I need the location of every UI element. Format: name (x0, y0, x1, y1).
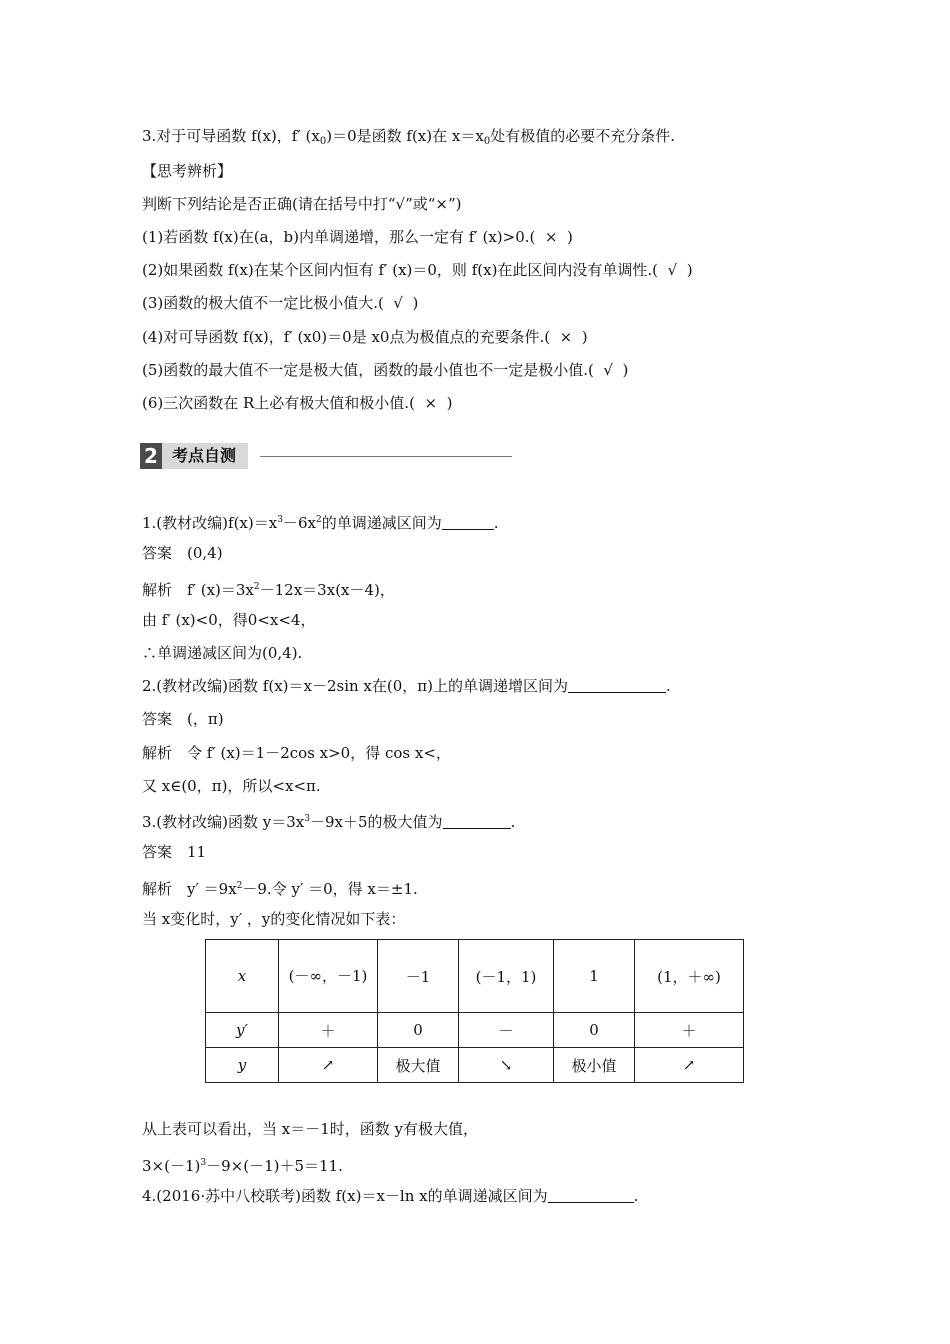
judge-text: (3)函数的极大值不一定比极小值大.( (142, 294, 384, 312)
judge-close: ) (446, 394, 453, 412)
judge-close: ) (412, 294, 419, 312)
table-row (206, 1048, 744, 1083)
analysis-text: 解析 y′ ＝9x (142, 880, 237, 898)
q-text: 2.(教材改编)函数 f(x)＝x－2sin x在(0，π)上的单调递增区间为 (142, 677, 568, 695)
answer-blank (548, 1188, 634, 1203)
table-cell: (－1，1) (459, 940, 554, 1013)
q-text: －6x (282, 514, 316, 532)
q-text: 1.(教材改编)f(x)＝x (142, 514, 278, 532)
analysis-2: 解析 令 f′ (x)＝1－2cos x>0，得 cos x<， (142, 744, 451, 762)
table-cell: － (459, 1013, 554, 1048)
analysis-text: －9.令 y′ ＝0，得 x＝±1. (242, 880, 418, 898)
judge-mark: √ (667, 261, 678, 279)
table-cell: ＋ (635, 1013, 744, 1048)
q-text: －9x＋5的极大值为 (310, 813, 443, 831)
superscript: 2 (253, 582, 260, 592)
judge-item (142, 360, 628, 380)
judge-item (142, 293, 418, 313)
section-rule (260, 456, 512, 457)
judge-text: (6)三次函数在 R上必有极大值和极小值.( (142, 394, 415, 412)
analysis-text: 解析 f′ (x)＝3x (142, 581, 254, 599)
analysis-1-line2: 由 f′ (x)<0，得0<x<4， (142, 611, 316, 629)
analysis-3-line2: 当 x变化时，y′ ，y的变化情况如下表： (142, 910, 406, 928)
judge-item (142, 260, 693, 280)
table-cell: y′ (206, 1013, 279, 1048)
question-2 (142, 676, 671, 696)
answer-blank (443, 814, 511, 829)
table-cell: x (206, 940, 279, 1013)
table-cell: y (206, 1048, 279, 1083)
q-text: . (493, 514, 499, 532)
table-cell: 极大值 (378, 1048, 459, 1083)
answer-1: 答案 (0,4) (142, 544, 223, 562)
table-cell: 1 (554, 940, 635, 1013)
section-header (140, 443, 512, 469)
judge-text: (5)函数的最大值不一定是极大值，函数的最小值也不一定是极小值.( (142, 361, 594, 379)
table-cell: ↗ (279, 1048, 378, 1083)
judge-mark: √ (603, 361, 613, 379)
question-3 (142, 809, 515, 832)
section-title: 考点自测 (162, 443, 248, 469)
section-number: 2 (140, 443, 162, 469)
judge-mark: × (424, 394, 438, 412)
q-text: . (510, 813, 516, 831)
judge-close: ) (567, 228, 573, 246)
judge-close: ) (686, 261, 693, 279)
table-cell: 0 (554, 1013, 635, 1048)
table-cell: ↗ (635, 1048, 744, 1083)
answer-blank (442, 515, 494, 530)
superscript: 3 (277, 515, 283, 525)
answer-2: 答案 (，π) (142, 710, 224, 728)
table-row (206, 940, 744, 1013)
statement-3-part: f(x)，f′ ( (251, 127, 312, 145)
superscript: 2 (315, 515, 322, 525)
judge-mark: × (559, 328, 573, 346)
calc-text: 3×(－1) (142, 1157, 201, 1175)
analysis-1-line3: ∴单调递减区间为(0,4). (142, 644, 303, 662)
analysis-text: －12x＝3x(x－4)， (259, 581, 395, 599)
q-text: 3.(教材改编)函数 y＝3x (142, 813, 305, 831)
judge-item (142, 393, 452, 413)
calc-text: －9×(－1)＋5＝11. (206, 1157, 343, 1175)
conclusion-3-calc (142, 1153, 343, 1176)
q-text: . (666, 677, 671, 695)
judge-mark: √ (393, 294, 403, 312)
think-title: 【思考辨析】 (142, 162, 233, 180)
q-text: 4.(2016·苏中八校联考)函数 f(x)＝x－ln x的单调递减区间为 (142, 1187, 548, 1205)
table-cell: 极小值 (554, 1048, 635, 1083)
variation-table (205, 939, 744, 1083)
table-cell: 0 (378, 1013, 459, 1048)
judge-text: (2)如果函数 f(x)在某个区间内恒有 f′ (x)＝0，则 f(x)在此区间内没有单调性.( (142, 261, 659, 279)
q-text: . (633, 1187, 639, 1205)
analysis-2-line2: 又 x∈(0，π)，所以<x<π. (142, 777, 321, 795)
question-4 (142, 1186, 638, 1206)
question-1 (142, 510, 498, 533)
analysis-3 (142, 876, 418, 899)
judge-mark: × (544, 228, 558, 246)
table-cell: ＋ (279, 1013, 378, 1048)
judge-text: (4)对可导函数 f(x)，f′ (x0)＝0是 x0点为极值点的充要条件.( (142, 328, 551, 346)
conclusion-3: 从上表可以看出，当 x＝－1时，函数 y有极大值， (142, 1120, 479, 1138)
table-row (206, 1013, 744, 1048)
statement-3 (142, 126, 675, 152)
statement-3-part: )＝0是函数 f(x)在 x＝x (326, 127, 484, 145)
superscript: 3 (200, 1158, 207, 1168)
judge-close: ) (622, 361, 629, 379)
answer-blank (568, 678, 666, 693)
answer-3: 答案 11 (142, 843, 207, 861)
table-cell: ↘ (459, 1048, 554, 1083)
table-cell: (－∞，－1) (279, 940, 378, 1013)
statement-3-part: x (311, 127, 320, 145)
judge-close: ) (581, 328, 588, 346)
judge-item (142, 227, 573, 247)
statement-3-part: 3.对于可导函数 (142, 127, 252, 145)
q-text: 的单调递减区间为 (321, 514, 442, 532)
analysis-1 (142, 577, 395, 600)
subscript: 0 (319, 136, 327, 147)
superscript: 2 (236, 881, 243, 891)
judge-intro: 判断下列结论是否正确(请在括号中打“√”或“×”) (142, 195, 462, 213)
judge-text: (1)若函数 f(x)在(a，b)内单调递增，那么一定有 f′ (x)>0.( (142, 228, 536, 246)
subscript: 0 (483, 136, 491, 147)
table-cell: －1 (378, 940, 459, 1013)
statement-3-part: 处有极值的必要不充分条件. (490, 127, 675, 145)
superscript: 3 (304, 814, 310, 824)
table-cell: (1，＋∞) (635, 940, 744, 1013)
judge-item (142, 327, 588, 347)
